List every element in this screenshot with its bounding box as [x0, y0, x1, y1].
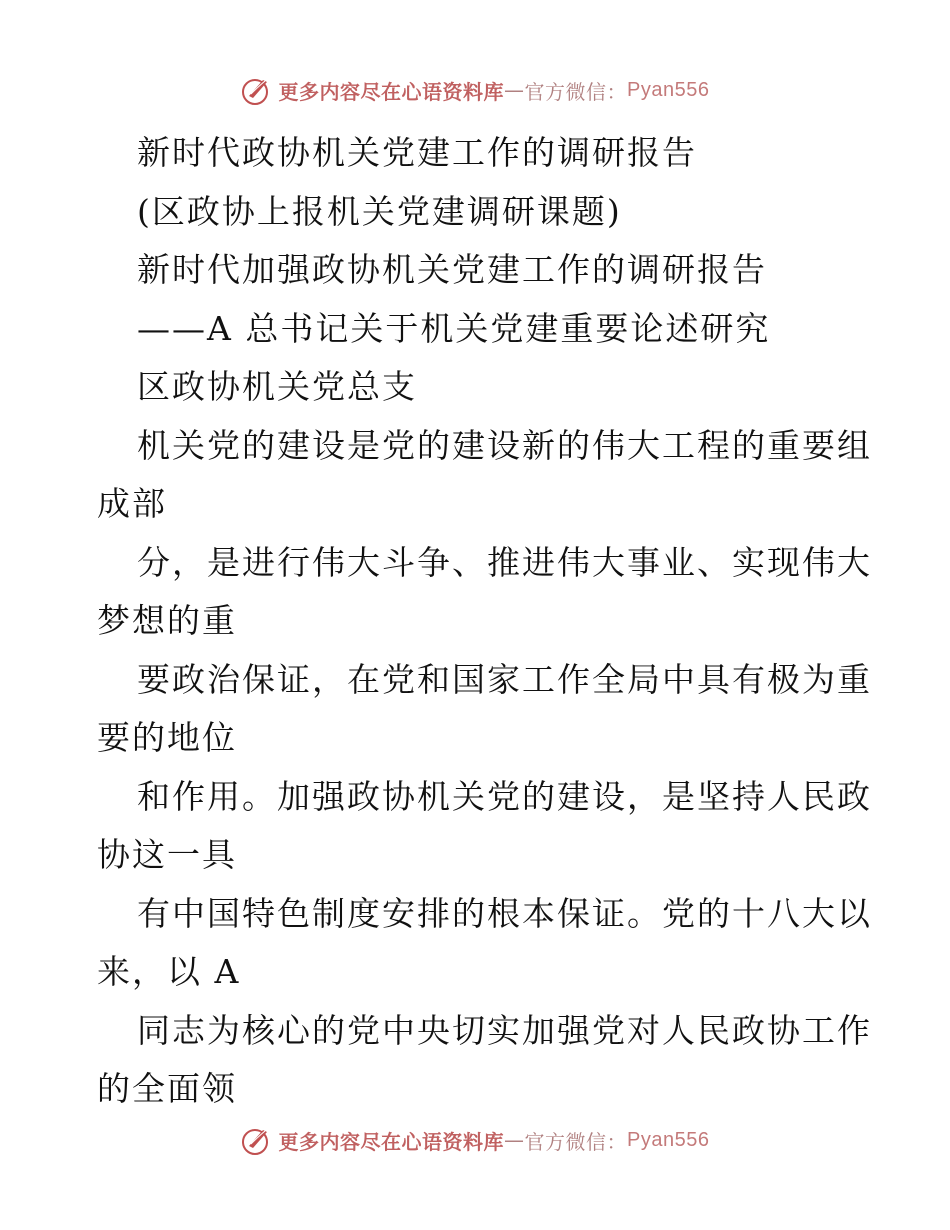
doc-line: 和作用。加强政协机关党的建设，是坚持人民政 — [137, 776, 872, 816]
header-watermark — [0, 70, 950, 110]
watermark-id: Pyan556 — [627, 78, 710, 101]
watermark-main-text: 更多内容尽在心语资料库 — [278, 1129, 505, 1154]
watermark-dash: — — [504, 78, 525, 102]
doc-line: 机关党的建设是党的建设新的伟大工程的重要组 — [137, 425, 872, 465]
watermark-id: Pyan556 — [627, 1128, 710, 1151]
document-body — [97, 124, 872, 1119]
doc-line: 来，以 A — [97, 952, 241, 991]
doc-line: 要政治保证，在党和国家工作全局中具有极为重 — [137, 659, 872, 699]
doc-line: 新时代加强政协机关党建工作的调研报告 — [137, 250, 767, 289]
doc-line: 分，是进行伟大斗争、推进伟大事业、实现伟大 — [137, 542, 872, 582]
watermark-sub-text: 官方微信： — [524, 79, 628, 104]
doc-line: ——A 总书记关于机关党建重要论述研究 — [137, 308, 771, 348]
doc-line: 要的地位 — [97, 718, 237, 757]
watermark-main-text: 更多内容尽在心语资料库 — [278, 79, 505, 104]
doc-line: 协这一具 — [97, 835, 237, 874]
doc-line: 有中国特色制度安排的根本保证。党的十八大以 — [137, 893, 872, 933]
quill-logo-icon — [241, 1124, 273, 1156]
watermark-dash: — — [504, 1128, 525, 1152]
doc-line: 梦想的重 — [97, 601, 237, 640]
doc-line: 区政协机关党总支 — [137, 367, 417, 406]
doc-line: (区政协上报机关党建调研课题) — [137, 191, 622, 231]
footer-watermark — [0, 1120, 950, 1160]
quill-logo-icon — [241, 74, 273, 106]
doc-line: 新时代政协机关党建工作的调研报告 — [137, 133, 697, 172]
doc-line: 成部 — [97, 484, 167, 523]
doc-line: 同志为核心的党中央切实加强党对人民政协工作 — [137, 1010, 872, 1050]
watermark-sub-text: 官方微信： — [524, 1129, 628, 1154]
doc-line: 的全面领 — [97, 1069, 237, 1108]
